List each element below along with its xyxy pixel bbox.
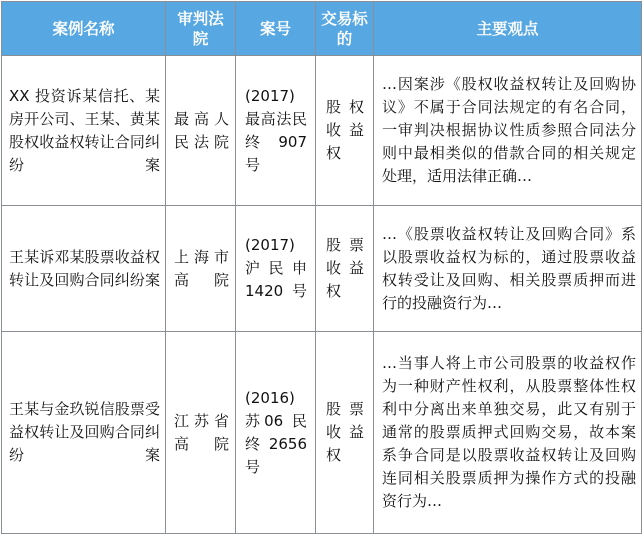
case-number-cell: [236, 56, 316, 206]
case-name-cell: [2, 56, 166, 206]
court-text: 最高人民法院: [174, 109, 229, 151]
header-main-point: 主要观点: [374, 2, 642, 56]
subject-cell: [316, 206, 374, 332]
case-name-cell: [2, 206, 166, 332]
subject-text: 股票收益权: [326, 236, 364, 300]
main-point-text: …因案涉《股权收益权转让及回购协议》不属于合同法规定的有名合同，一审判决根据协议性质参照合同法分则中最相类似的借款合同的相关规定处理，适用法律正确…: [382, 75, 636, 185]
case-comparison-table: [1, 1, 642, 534]
subject-cell: [316, 56, 374, 206]
court-cell: [166, 332, 236, 534]
court-cell: [166, 56, 236, 206]
header-case-name: 案例名称: [2, 2, 166, 56]
table-row: [2, 56, 642, 206]
main-point-cell: [374, 56, 642, 206]
header-case-number: 案号: [236, 2, 316, 56]
header-court: 审判法院: [166, 2, 236, 56]
table-header-row: [2, 2, 642, 56]
case-number-cell: [236, 332, 316, 534]
table-row: [2, 332, 642, 534]
case-name-text: 王某诉邓某股票收益权转让及回购合同纠纷案: [9, 247, 160, 289]
case-name-text: XX 投资诉某信托、某房开公司、王某、黄某股权收益权转让合同纠纷案: [9, 86, 160, 174]
court-text: 江苏省高院: [174, 411, 229, 453]
main-point-text: …当事人将上市公司股票的收益权作为一种财产性权利，从股票整体性权利中分离出来单独交易，此又有别于通常的股票质押式回购交易，故本案系争合同是以股票收益权转让及回购连同相关股票质押为操作方式的投融资行为…: [382, 354, 636, 510]
main-point-cell: [374, 332, 642, 534]
subject-cell: [316, 332, 374, 534]
case-number-text: (2017)最高法民终 907 号: [245, 86, 307, 174]
main-point-text: …《股票收益权转让及回购合同》系以股票收益权为标的，通过股票收益权转受让及回购、相关股票质押而进行的投融资行为…: [382, 224, 636, 312]
table-row: [2, 206, 642, 332]
case-number-text: (2016)苏06 民终2656 号: [245, 388, 307, 476]
case-number-text: (2017)沪民申 1420 号: [245, 236, 307, 300]
case-name-cell: [2, 332, 166, 534]
main-point-cell: [374, 206, 642, 332]
case-number-cell: [236, 206, 316, 332]
court-text: 上海市高院: [174, 247, 229, 289]
court-cell: [166, 206, 236, 332]
case-name-text: 王某与金玖锐信股票受益权转让及回购合同纠纷案: [9, 400, 160, 464]
subject-text: 股权收益权: [326, 98, 364, 162]
header-subject: 交易标的: [316, 2, 374, 56]
subject-text: 股票收益权: [326, 400, 364, 464]
